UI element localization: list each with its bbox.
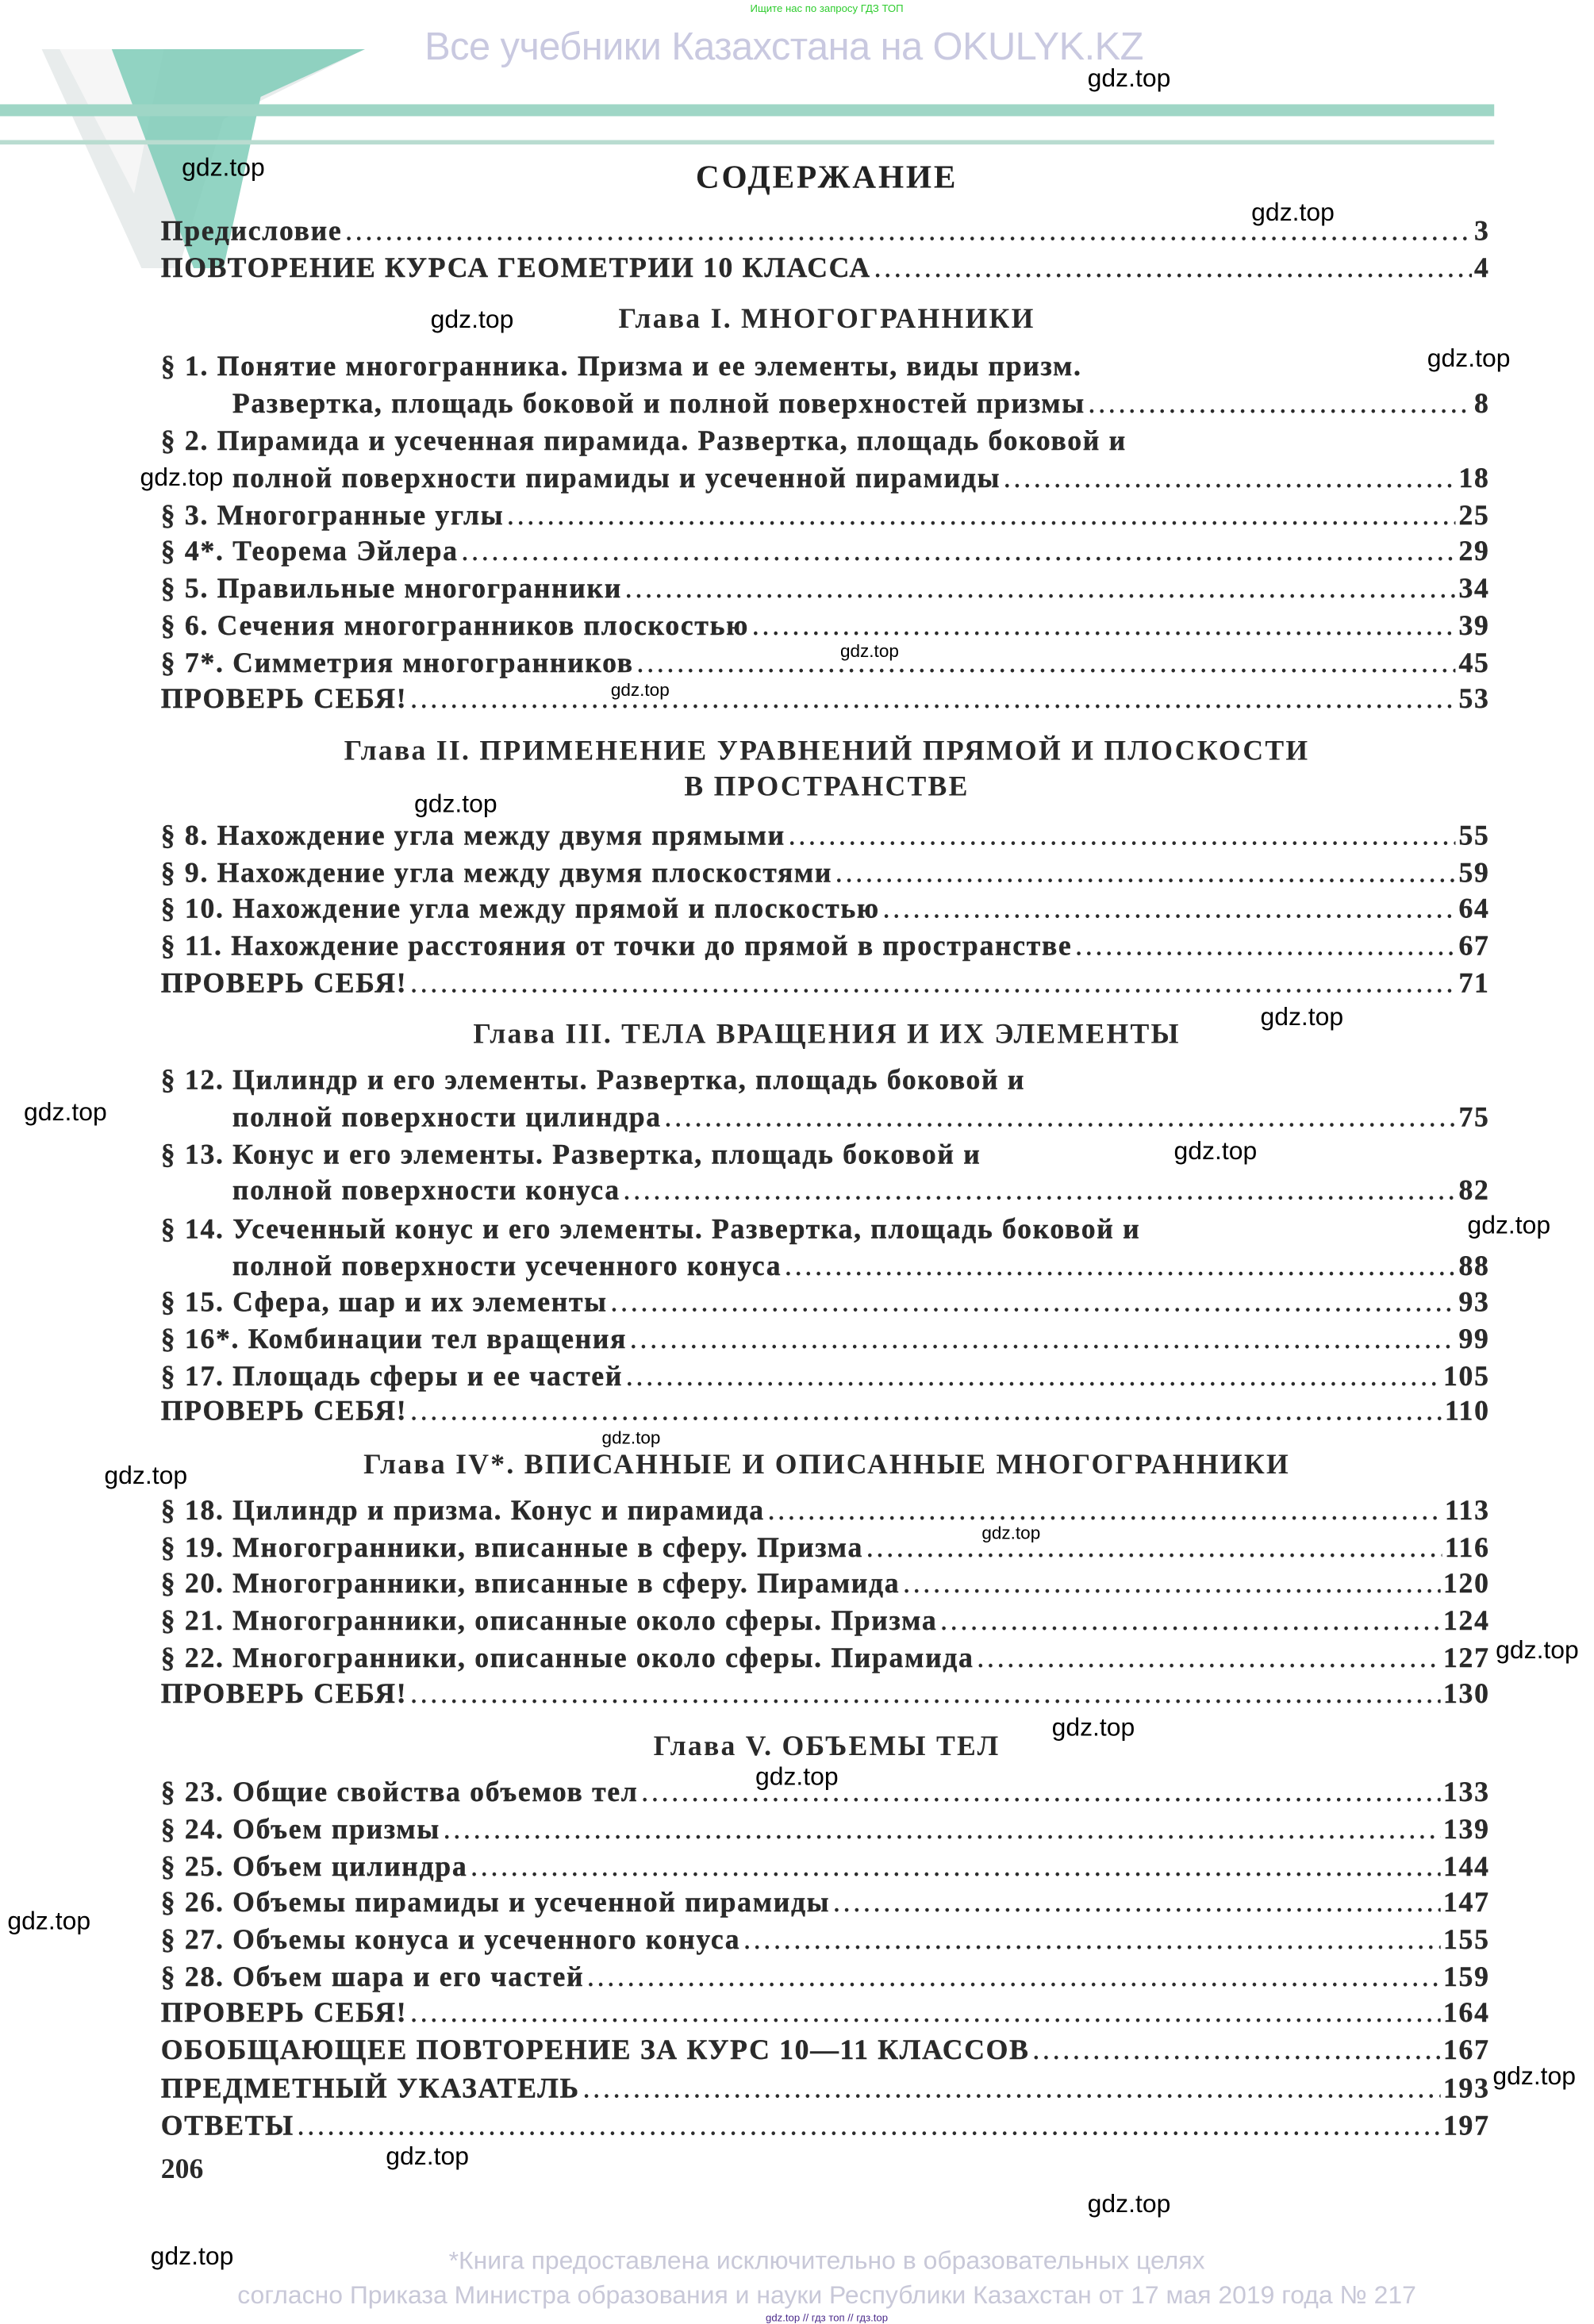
dot-leader: [625, 574, 1456, 606]
toc-entry-page: 110: [1444, 1396, 1490, 1427]
toc-entry-page: 147: [1443, 1887, 1490, 1919]
dot-leader: [461, 536, 1455, 569]
toc-entry-page: 197: [1443, 2111, 1490, 2142]
toc-entry[interactable]: [161, 1362, 1490, 1394]
toc-entry-title: Предисловие: [160, 216, 343, 248]
toc-entry[interactable]: [161, 1852, 1490, 1884]
watermark: gdz.top: [7, 1907, 91, 1936]
toc-entry[interactable]: [161, 932, 1490, 964]
watermark: gdz.top: [1496, 1635, 1579, 1665]
toc-entry-title: полной поверхности цилиндра: [232, 1102, 662, 1134]
toc-entry-title: § 10. Нахождение угла между прямой и плоскостью: [160, 893, 880, 925]
banner-stripe: [0, 104, 1494, 116]
watermark: gdz.top: [1260, 1002, 1344, 1031]
banner-title: Все учебники Казахстана на OKULYK.KZ: [424, 24, 1143, 69]
toc-entry-title: § 5. Правильные многогранники: [160, 573, 623, 605]
toc-entry[interactable]: [161, 574, 1490, 606]
dot-leader: [835, 858, 1456, 890]
toc-entry-title: § 6. Сечения многогранников плоскостью: [160, 610, 750, 643]
chapter-heading: Глава II. ПРИМЕНЕНИЕ УРАВНЕНИЙ ПРЯМОЙ И ПЛОСКОСТИ: [344, 736, 1310, 767]
toc-entry-page: 120: [1443, 1569, 1490, 1600]
dot-leader: [444, 1815, 1441, 1847]
dot-leader: [1004, 463, 1456, 496]
dot-leader: [1032, 2035, 1440, 2068]
toc-entry-page: 59: [1458, 858, 1490, 889]
toc-entry-title: § 21. Многогранники, описанные около сферы. Призма: [160, 1606, 938, 1638]
toc-entry-title: § 20. Многогранники, вписанные в сферу. Пирамида: [160, 1569, 901, 1600]
dot-leader: [410, 684, 1456, 716]
toc-entry[interactable]: [161, 1324, 1490, 1357]
toc-entry-page: 124: [1443, 1606, 1490, 1638]
toc-entry-title: § 16*. Комбинации тел вращения: [160, 1324, 628, 1356]
watermark: gdz.top: [839, 640, 899, 662]
toc-entry[interactable]: [161, 1496, 1490, 1528]
dot-leader: [785, 1251, 1456, 1284]
dot-leader: [507, 501, 1456, 533]
page-title: СОДЕРЖАНИЕ: [695, 158, 958, 195]
dot-leader: [977, 1643, 1440, 1676]
toc-entry[interactable]: [161, 2111, 1490, 2144]
chapter-heading: Глава IV*. ВПИСАННЫЕ И ОПИСАННЫЕ МНОГОГРАННИКИ: [363, 1449, 1291, 1481]
toc-entry-page: 144: [1443, 1851, 1490, 1884]
toc-entry-title: ПРОВЕРЬ СЕБЯ!: [160, 683, 408, 716]
dot-leader: [874, 253, 1472, 286]
dot-leader: [410, 1998, 1440, 2030]
toc-entry[interactable]: [232, 1102, 1490, 1135]
watermark: gdz.top: [1492, 2061, 1577, 2091]
toc-entry[interactable]: [232, 1251, 1490, 1284]
dot-leader: [298, 2111, 1441, 2144]
watermark: gdz.top: [1427, 344, 1511, 373]
toc-entry[interactable]: [161, 2074, 1490, 2107]
toc-entry[interactable]: [161, 1533, 1490, 1565]
toc-entry-page: 34: [1458, 573, 1490, 605]
toc-entry-title: § 18. Цилиндр и призма. Конус и пирамида: [160, 1496, 765, 1527]
toc-entry[interactable]: [232, 1175, 1490, 1208]
chapter-heading: Глава I. МНОГОГРАННИКИ: [618, 304, 1035, 336]
watermark: gdz.top: [430, 305, 514, 334]
toc-entry[interactable]: [161, 1962, 1490, 1995]
toc-entry-page: 71: [1458, 968, 1490, 1000]
toc-entry-page: 29: [1458, 536, 1490, 568]
toc-entry[interactable]: [161, 1925, 1490, 1957]
toc-entry-title: § 11. Нахождение расстояния от точки до прямой в пространстве: [160, 931, 1073, 962]
toc-entry-title: § 17. Площадь сферы и ее частей: [160, 1362, 624, 1393]
toc-entry-page: 3: [1474, 216, 1490, 248]
chapter-heading: Глава V. ОБЪЕМЫ ТЕЛ: [653, 1731, 1001, 1763]
toc-entry[interactable]: [161, 1214, 1490, 1247]
toc-entry-title: полной поверхности конуса: [232, 1175, 620, 1207]
dot-leader: [903, 1569, 1440, 1601]
footer-note: gdz.top // гдз топ // гдз.top: [766, 2313, 889, 2324]
toc-entry-title: § 28. Объем шара и его частей: [160, 1961, 585, 1994]
toc-entry-page: 4: [1474, 253, 1490, 285]
toc-entry-page: 67: [1458, 931, 1490, 962]
toc-entry-page: 64: [1458, 893, 1490, 925]
dot-leader: [665, 1102, 1456, 1135]
toc-entry-page: 164: [1443, 1997, 1490, 2030]
toc-entry-title: § 2. Пирамида и усеченная пирамида. Развертка, площадь боковой и: [160, 425, 1127, 458]
toc-entry[interactable]: [161, 1679, 1490, 1711]
dot-leader: [752, 611, 1456, 643]
toc-entry[interactable]: [161, 1998, 1490, 2030]
dot-leader: [410, 1679, 1440, 1711]
toc-entry[interactable]: [161, 351, 1490, 384]
toc-entry-page: 193: [1443, 2073, 1490, 2106]
dot-leader: [471, 1852, 1440, 1884]
page-number: 206: [160, 2154, 204, 2186]
dot-leader: [626, 1362, 1440, 1394]
toc-entry-title: § 13. Конус и его элементы. Развертка, площадь боковой и: [160, 1139, 981, 1171]
watermark: gdz.top: [1051, 1713, 1135, 1742]
toc-entry[interactable]: [161, 426, 1490, 459]
toc-entry[interactable]: [232, 389, 1490, 421]
toc-entry-page: 82: [1458, 1175, 1490, 1207]
toc-entry-page: 93: [1458, 1287, 1490, 1319]
toc-entry-title: ОБОБЩАЮЩЕЕ ПОВТОРЕНИЕ ЗА КУРС 10—11 КЛАССОВ: [160, 2034, 1030, 2067]
toc-entry-title: § 7*. Симметрия многогранников: [160, 647, 634, 680]
toc-entry-page: 130: [1443, 1679, 1490, 1711]
watermark: gdz.top: [981, 1522, 1041, 1544]
toc-entry-title: § 19. Многогранники, вписанные в сферу. Призма: [160, 1533, 864, 1565]
toc-entry-title: полной поверхности усеченного конуса: [232, 1251, 782, 1283]
toc-entry-title: ОТВЕТЫ: [160, 2111, 294, 2142]
toc-entry[interactable]: [161, 648, 1490, 681]
dot-leader: [610, 1287, 1455, 1319]
toc-entry-title: Развертка, площадь боковой и полной поверхностей призмы: [232, 389, 1085, 421]
toc-entry-page: 8: [1474, 389, 1490, 421]
toc-entry-title: § 24. Объем призмы: [160, 1814, 440, 1846]
toc-entry-page: 139: [1443, 1814, 1490, 1846]
watermark: gdz.top: [150, 2241, 234, 2271]
toc-entry-page: 18: [1458, 463, 1490, 495]
toc-entry[interactable]: [161, 1396, 1490, 1428]
toc-entry-title: ПРОВЕРЬ СЕБЯ!: [160, 1396, 408, 1427]
watermark: gdz.top: [1087, 2190, 1171, 2218]
toc-entry-page: 133: [1443, 1777, 1490, 1809]
dot-leader: [866, 1533, 1442, 1565]
toc-entry-page: 116: [1444, 1533, 1490, 1565]
toc-entry[interactable]: [161, 1287, 1490, 1319]
watermark: gdz.top: [601, 1427, 661, 1449]
toc-entry-page: 88: [1458, 1251, 1490, 1283]
watermark: gdz.top: [755, 1762, 839, 1791]
dot-leader: [833, 1888, 1440, 1920]
dot-leader: [410, 1396, 1442, 1428]
toc-entry-title: § 23. Общие свойства объемов тел: [160, 1777, 639, 1809]
dot-leader: [624, 1175, 1456, 1208]
search-hint: Ищите нас по запросу ГДЗ ТОП: [750, 4, 904, 15]
dot-leader: [1075, 932, 1456, 964]
toc-entry[interactable]: [160, 1136, 1490, 1172]
toc-entry-title: ПРЕДМЕТНЫЙ УКАЗАТЕЛЬ: [160, 2073, 580, 2106]
toc-entry[interactable]: [161, 536, 1490, 569]
watermark: gdz.top: [104, 1461, 188, 1490]
dot-leader: [637, 648, 1456, 681]
toc-entry-title: § 8. Нахождение угла между двумя прямыми: [160, 820, 785, 852]
watermark: gdz.top: [24, 1097, 107, 1127]
toc-entry-page: 155: [1443, 1924, 1490, 1957]
dot-leader: [789, 821, 1456, 854]
dot-leader: [410, 968, 1456, 1001]
toc-entry-title: § 25. Объем цилиндра: [160, 1851, 468, 1884]
toc-entry[interactable]: [161, 1815, 1490, 1847]
watermark: gdz.top: [413, 789, 497, 818]
toc-entry-title: § 4*. Теорема Эйлера: [160, 536, 459, 568]
toc-entry[interactable]: [161, 501, 1490, 533]
toc-entry-page: 159: [1443, 1961, 1490, 1994]
toc-entry-title: § 26. Объемы пирамиды и усеченной пирамиды: [160, 1887, 831, 1919]
watermark: gdz.top: [1173, 1136, 1258, 1166]
toc-entry[interactable]: [161, 858, 1490, 890]
dot-leader: [940, 1606, 1440, 1638]
toc-entry[interactable]: [161, 968, 1490, 1001]
watermark: gdz.top: [1467, 1211, 1551, 1240]
dot-leader: [583, 2074, 1441, 2107]
toc-entry-page: 105: [1443, 1362, 1490, 1393]
toc-entry[interactable]: [161, 253, 1490, 286]
watermark: gdz.top: [610, 679, 670, 701]
toc-entry[interactable]: [161, 2035, 1490, 2068]
toc-entry[interactable]: [161, 611, 1490, 643]
footer-line-1: *Книга предоставлена исключительно в образовательных целях: [448, 2246, 1205, 2276]
toc-entry-title: ПОВТОРЕНИЕ КУРСА ГЕОМЕТРИИ 10 КЛАССА: [160, 253, 871, 285]
toc-entry-title: § 3. Многогранные углы: [160, 500, 505, 532]
toc-entry-page: 99: [1458, 1324, 1490, 1356]
toc-entry[interactable]: [161, 1065, 1490, 1097]
toc-entry-title: ПРОВЕРЬ СЕБЯ!: [160, 968, 408, 1000]
toc-entry-title: § 14. Усеченный конус и его элементы. Развертка, площадь боковой и: [160, 1214, 1141, 1246]
toc-entry[interactable]: [161, 894, 1490, 927]
toc-entry-page: 127: [1443, 1642, 1490, 1675]
toc-entry-page: 25: [1458, 500, 1490, 532]
footer-line-2: согласно Приказа Министра образования и науки Республики Казахстан от 17 мая 2019 года № 217: [237, 2280, 1416, 2310]
watermark: gdz.top: [182, 153, 265, 182]
toc-entry-page: 113: [1444, 1496, 1490, 1527]
watermark: gdz.top: [1087, 63, 1171, 93]
chapter-heading: Глава III. ТЕЛА ВРАЩЕНИЯ И ИХ ЭЛЕМЕНТЫ: [473, 1019, 1181, 1051]
dot-leader: [883, 894, 1456, 927]
toc-entry[interactable]: [232, 463, 1490, 496]
watermark: gdz.top: [140, 463, 224, 492]
toc-entry-page: 53: [1458, 683, 1490, 716]
toc-entry-title: § 12. Цилиндр и его элементы. Развертка, площадь боковой и: [160, 1065, 1026, 1097]
dot-leader: [630, 1324, 1456, 1357]
dot-leader: [768, 1496, 1442, 1528]
toc-entry-page: 75: [1458, 1102, 1490, 1134]
toc-entry-page: 39: [1458, 610, 1490, 643]
toc-entry-title: полной поверхности пирамиды и усеченной пирамиды: [232, 463, 1001, 495]
toc-entry-title: § 22. Многогранники, описанные около сферы. Пирамида: [160, 1642, 974, 1675]
dot-leader: [1089, 389, 1472, 421]
toc-entry[interactable]: [161, 1888, 1490, 1920]
toc-entry[interactable]: [161, 684, 1490, 716]
toc-entry[interactable]: [161, 1606, 1490, 1638]
toc-entry-title: ПРОВЕРЬ СЕБЯ!: [160, 1997, 408, 2030]
toc-entry-title: § 9. Нахождение угла между двумя плоскостями: [160, 858, 833, 889]
banner-stripe-thin: [0, 140, 1494, 144]
toc-entry-page: 167: [1443, 2034, 1490, 2067]
toc-entry-title: § 15. Сфера, шар и их элементы: [160, 1287, 608, 1319]
watermark: gdz.top: [386, 2142, 470, 2171]
toc-entry-title: § 27. Объемы конуса и усеченного конуса: [160, 1924, 741, 1957]
toc-entry-title: ПРОВЕРЬ СЕБЯ!: [160, 1679, 408, 1711]
chapter-heading-cont: В ПРОСТРАНСТВЕ: [684, 771, 970, 804]
toc-entry-page: 55: [1458, 820, 1490, 852]
toc-entry[interactable]: [161, 821, 1490, 854]
dot-leader: [743, 1925, 1440, 1957]
toc-entry-title: § 1. Понятие многогранника. Призма и ее элементы, виды призм.: [160, 351, 1082, 383]
dot-leader: [587, 1962, 1440, 1995]
toc-entry[interactable]: [161, 1643, 1490, 1676]
watermark: gdz.top: [1251, 198, 1335, 227]
toc-entry[interactable]: [161, 1569, 1490, 1601]
toc-entry-page: 45: [1458, 647, 1490, 680]
